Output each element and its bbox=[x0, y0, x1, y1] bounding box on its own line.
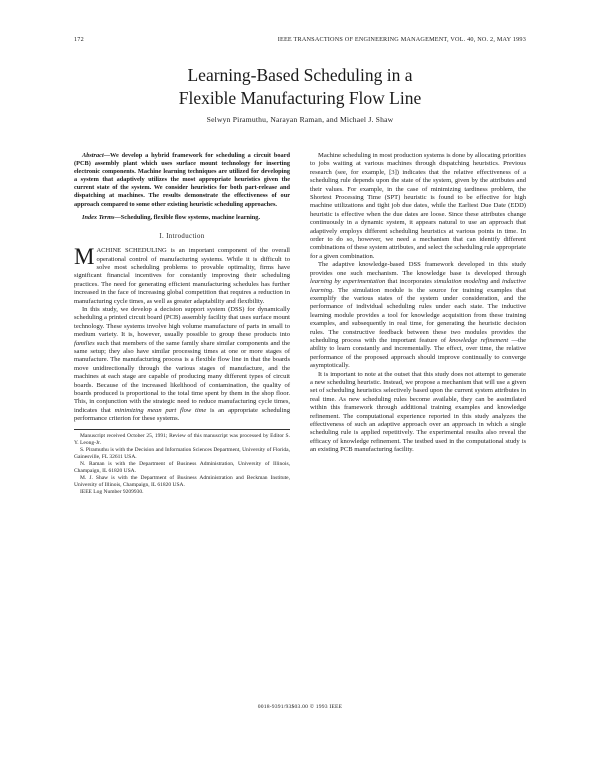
right-paragraph-1: Machine scheduling in most production systems is done by allocating priorities to jobs waiting at various machines through dispatching heuristics. Previous research (see, for example, [3]) indicates that the relative effectiveness of a scheduling rule depends upon the state of the system, given by the attributes and their values. For example, in the case of minimizing tardiness problem, the Shortest Processing Time (SPT) heuristic is found to be effective for high machine utilizations and tight job due dates, while the Earliest Due Date (EDD) heuristic is effective when the due dates are loose. Since these attributes change continuously in a dynamic system, it appears natural to use an approach that adaptively employs different scheduling heuristics at various points in time. In order to do so, however, we need a mechanism that can identify different combinations of these system attributes, and select the scheduling rule appropriate for a given combination. bbox=[310, 152, 526, 260]
intro-p2-a: In this study, we develop a decision support system (DSS) for dynamically scheduling a printed circuit board (PCB) assembly facility that uses surface mount technology. These systems involve high volume manufacture of parts in small to medium variety. It is, however, usually possible to group these products into bbox=[74, 306, 290, 339]
intro-paragraph-2 bbox=[74, 306, 290, 424]
right-p2-a: The adaptive knowledge-based DSS framework developed in this study provides one such mechanism. The knowledge base is developed through bbox=[310, 261, 526, 277]
intro-paragraph-1 bbox=[74, 244, 290, 306]
index-terms bbox=[74, 214, 290, 222]
page-number: 172 bbox=[74, 36, 84, 43]
intro-p2-italic-2: minimizing mean part flow time bbox=[114, 406, 207, 414]
footnote-author-2: N. Raman is with the Department of Business Administration, University of Illinois, Champaign, IL 61820 USA. bbox=[74, 460, 290, 474]
intro-lead-words: ACHINE SCHEDULING bbox=[96, 247, 167, 255]
abstract-text: We develop a hybrid framework for scheduling a circuit board (PCB) assembly plant which uses surface mount technology for inserting electronic components. Machine learning techniques are utilized for developing a system that adaptively utilizes the most appropriate heuristics given the current state of the system. We consider heuristics for both part-release and dispatching at machines. The results demonstrate the effectiveness of our approach compared to some other existing heuristic scheduling approaches. bbox=[74, 152, 290, 208]
right-p2-italic-3: inductive learning bbox=[310, 278, 526, 294]
copyright-code: 0018-9391/93$03.00 © 1993 IEEE bbox=[257, 704, 343, 710]
author-list: Selwyn Piramuthu, Narayan Raman, and Michael J. Shaw bbox=[206, 115, 394, 124]
right-paragraph-2 bbox=[310, 261, 526, 370]
index-terms-text: Scheduling, flexible flow systems, machine learning. bbox=[120, 213, 261, 221]
abstract-label: Abstract— bbox=[82, 152, 110, 159]
footnotes bbox=[74, 429, 290, 496]
intro-p2-c: is an appropriate scheduling performance criterion for these systems. bbox=[74, 406, 290, 423]
title-line-1: Learning-Based Scheduling in a bbox=[187, 65, 413, 85]
abstract bbox=[74, 152, 290, 209]
page-header bbox=[74, 36, 526, 46]
drop-cap: M bbox=[74, 244, 95, 270]
right-p2-italic-2: simulation modeling bbox=[433, 278, 489, 286]
footnote-author-1: S. Piramuthu is with the Decision and Information Sciences Department, University of Florida, Gainesville, FL 32611 USA. bbox=[74, 446, 290, 460]
left-column bbox=[74, 152, 290, 496]
section-heading-introduction: I. Introduction bbox=[159, 232, 205, 240]
right-paragraph-3: It is important to note at the outset that this study does not attempt to generate a new scheduling heuristic. Instead, we propose a mechanism that will use a given set of scheduling heuristics selectively based upon the current system attributes in real time. As new scheduling rules become available, they can be assimilated within this framework through additional training examples and knowledge refinement. The computational experience reported in this study analyzes the effectiveness of such an adaptive approach over an approach in which a single scheduling rule is applied repetitively. The experimental results also reveal the efficacy of knowledge refinement. The testbed used in the computational study is an existing PCB manufacturing facility. bbox=[310, 370, 526, 454]
intro-p2-italic-1: families bbox=[74, 339, 95, 347]
running-head: IEEE TRANSACTIONS OF ENGINEERING MANAGEMENT, VOL. 40, NO. 2, MAY 1993 bbox=[277, 36, 526, 43]
paper-title bbox=[0, 64, 600, 110]
right-p2-b: that incorporates bbox=[385, 278, 434, 286]
right-p2-d: . The simulation module is the source for training examples that exemplify the various states of the system under consideration, and the performance of individual scheduling rules under each state. The inductive learning module provides a tool for knowledge acquisition from these training examples, and subsequently in real time, for generating the heuristic decision rules. The constructive feedback between these two modules provides the scheduling process with the important feature of bbox=[310, 286, 526, 344]
index-terms-label: Index Terms— bbox=[82, 213, 121, 221]
title-line-2: Flexible Manufacturing Flow Line bbox=[178, 88, 422, 108]
footnote-ieee-log: IEEE Log Number 9209930. bbox=[80, 488, 144, 495]
right-p2-e: —the ability to learn constantly and incrementally. The effect, over time, the relative performance of the proposed approach should improve continually to converge asymptotically. bbox=[310, 336, 526, 370]
right-p2-italic-1: learning by experimentation bbox=[310, 278, 386, 286]
right-p2-c: and bbox=[488, 278, 502, 286]
right-column bbox=[310, 152, 526, 455]
footnote-author-3: M. J. Shaw is with the Department of Business Administration and Beckman Institute, University of Illinois, Champaign, IL 61820 USA. bbox=[74, 474, 290, 488]
intro-p2-b: such that members of the same family share similar components and the same setup; they also have similar processing times at one or more stages of manufacture. The manufacturing process is a flexible flow line in that the boards move unidirectionally through the various stages of manufacture, and the machines at each stage are capable of producing many different types of circuit boards. Because of the increased likelihood of contamination, the quality of boards produced is proportional to the total time spent by them in the shop floor. This, in conjunction with the strategic need to reduce manufacturing cycle times, indicates that bbox=[74, 339, 290, 414]
right-p2-italic-4: knowledge refinement bbox=[449, 336, 509, 344]
footnote-manuscript: Manuscript received October 25, 1991; Review of this manuscript was processed by Editor S. Y. Leong-Jr. bbox=[74, 432, 290, 446]
intro-p1-text: is an important component of the overall operational control of manufacturing systems. While it is difficult to solve most scheduling problems to provable optimality, firms have significant financial incentives for constantly improving their scheduling practices. The need for generating efficient manufacturing schedules has further increased in the face of increasing global competition that requires a reduction in manufacturing cycle times, as well as greater adaptability and flexibility. bbox=[74, 247, 290, 305]
